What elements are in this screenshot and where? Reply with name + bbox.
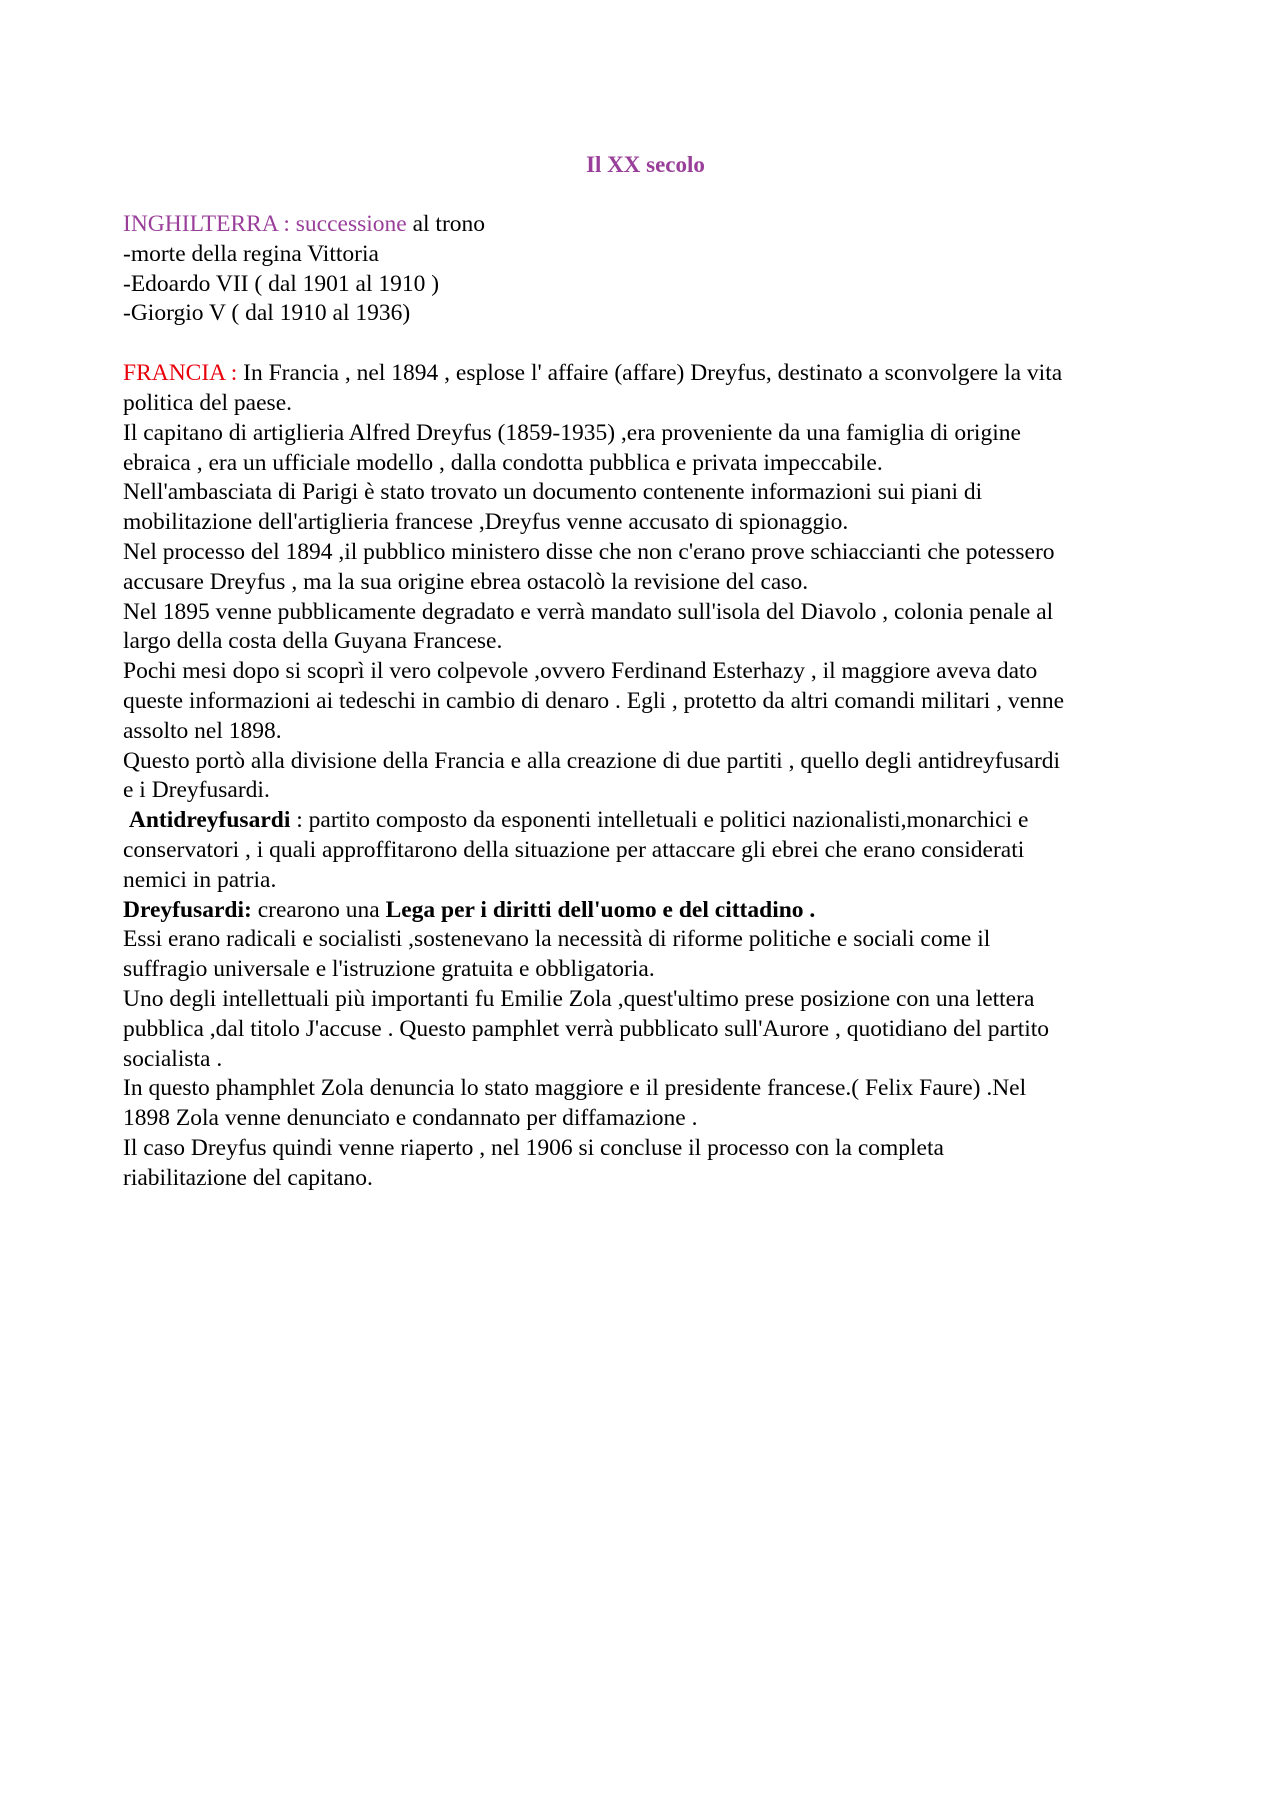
antidreyfusardi-term: Antidreyfusardi [128, 807, 291, 834]
francia-line: Questo portò alla divisione della Francia e alla creazione di due partiti , quello degli antidreyfusardi [123, 747, 1061, 774]
closing-line: riabilitazione del capitano. [123, 1164, 373, 1191]
closing-line: Essi erano radicali e socialisti ,sostenevano la necessità di riforme politiche e sociali come il [123, 926, 991, 953]
francia-line: Il capitano di artiglieria Alfred Dreyfus (1859-1935) ,era proveniente da una famiglia di origine [123, 419, 1021, 446]
francia-line: queste informazioni ai tedeschi in cambio di denaro . Egli , protetto da altri comandi militari , venne [123, 687, 1065, 714]
francia-line: Pochi mesi dopo si scoprì il vero colpevole ,ovvero Ferdinand Esterhazy , il maggiore aveva dato [123, 658, 1038, 685]
francia-line: ebraica , era un ufficiale modello , dalla condotta pubblica e privata impeccabile. [123, 449, 883, 476]
francia-line: Nel processo del 1894 ,il pubblico ministero disse che non c'erano prove schiaccianti che potessero [123, 538, 1055, 565]
francia-line: assolto nel 1898. [123, 717, 282, 744]
antidreyfusardi-line: nemici in patria. [123, 866, 277, 893]
closing-line: suffragio universale e l'istruzione gratuita e obbligatoria. [123, 956, 655, 983]
inghilterra-item: -Edoardo VII ( dal 1901 al 1910 ) [123, 270, 440, 297]
antidreyfusardi-line [123, 806, 1168, 836]
francia-line: Nel 1895 venne pubblicamente degradato e verrà mandato sull'isola del Diavolo , colonia penale al [123, 598, 1054, 625]
francia-line: politica del paese. [123, 389, 292, 416]
closing-line: Uno degli intellettuali più importanti fu Emilie Zola ,quest'ultimo prese posizione con una lettera [123, 985, 1035, 1012]
inghilterra-item: -Giorgio V ( dal 1910 al 1936) [123, 300, 411, 327]
antidreyfusardi-line: conservatori , i quali approffitarono della situazione per attaccare gli ebrei che erano considerati [123, 836, 1025, 863]
francia-line: In Francia , nel 1894 , esplose l' affaire (affare) Dreyfus, destinato a sconvolgere la vita [243, 360, 1063, 387]
closing-line: Il caso Dreyfus quindi venne riaperto , nel 1906 si concluse il processo con la completa [123, 1134, 944, 1161]
closing-line: socialista . [123, 1045, 223, 1072]
closing-line: In questo phamphlet Zola denuncia lo stato maggiore e il presidente francese.( Felix Faure) .Nel [123, 1075, 1027, 1102]
dreyfusardi-text: crearono una [251, 896, 386, 923]
antidreyfusardi-text: : partito composto da esponenti intelletuali e politici nazionalisti,monarchici e [290, 807, 1029, 834]
francia-line: mobilitazione dell'artiglieria francese ,Dreyfus venne accusato di spionaggio. [123, 509, 849, 536]
francia-line: e i Dreyfusardi. [123, 777, 270, 804]
inghilterra-item: -morte della regina Vittoria [123, 240, 379, 267]
francia-line: Nell'ambasciata di Parigi è stato trovato un documento contenente informazioni sui piani di [123, 479, 983, 506]
document-page [123, 150, 1168, 1194]
closing-line: pubblica ,dal titolo J'accuse . Questo pamphlet verrà pubblicato sull'Aurore , quotidiano del partito [123, 1015, 1050, 1042]
francia-first-line [123, 359, 1168, 389]
inghilterra-heading [123, 210, 1168, 240]
inghilterra-rest: al trono [406, 211, 486, 237]
francia-line: largo della costa della Guyana Francese. [123, 628, 503, 655]
francia-line: accusare Dreyfus , ma la sua origine ebrea ostacolò la revisione del caso. [123, 568, 809, 595]
inghilterra-label: INGHILTERRA : [123, 211, 296, 237]
dreyfusardi-line [123, 896, 1168, 926]
closing-line: 1898 Zola venne denunciato e condannato per diffamazione . [123, 1105, 698, 1132]
section-spacer [123, 329, 1168, 359]
inghilterra-highlight: successione [295, 211, 407, 237]
dreyfusardi-term: Dreyfusardi: [123, 896, 252, 923]
lega-name: Lega per i diritti dell'uomo e del cittadino . [385, 896, 816, 923]
francia-label: FRANCIA : [123, 360, 244, 387]
document-title: Il XX secolo [586, 152, 705, 177]
